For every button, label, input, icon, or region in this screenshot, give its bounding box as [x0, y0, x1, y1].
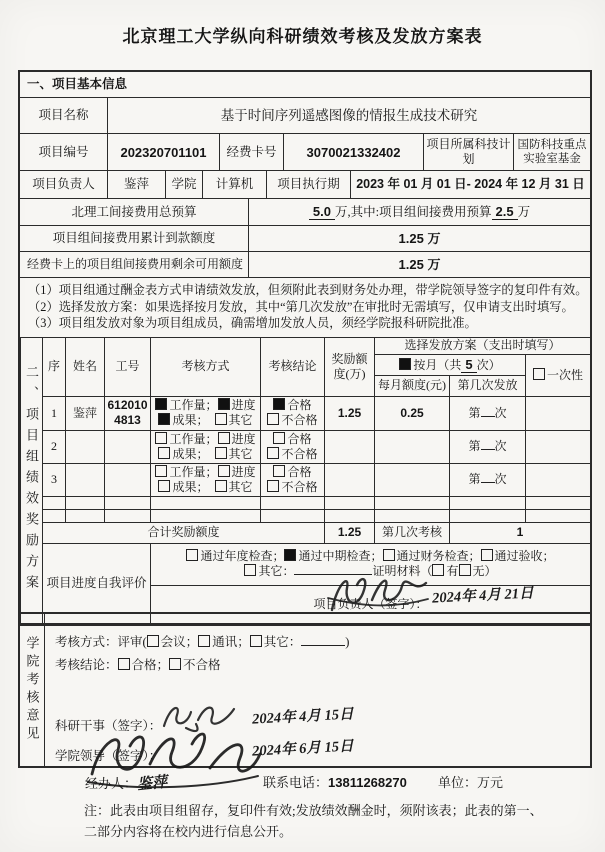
member2-seq: 2 — [43, 430, 66, 463]
acceptance-label: 通过验收； — [494, 549, 555, 563]
nth-post: 次 — [494, 439, 507, 453]
member3-nth — [450, 463, 526, 496]
member1-nth — [450, 396, 526, 430]
meeting-label: 会议； — [160, 635, 199, 649]
progress-checkbox-icon — [218, 432, 230, 444]
secretary-sign-label: 科研干事（签字）： — [55, 719, 162, 733]
pass-checkbox-icon — [273, 432, 285, 444]
monthly-header — [375, 354, 526, 375]
remain-row — [20, 251, 590, 277]
midterm-check-label: 通过中期检查； — [298, 549, 383, 563]
monthly-times-value: 5 — [461, 357, 476, 373]
cert-label: 证明材料（ — [372, 564, 433, 578]
section1-title: 一、项目基本信息 — [27, 77, 128, 91]
fail-checkbox-icon — [267, 413, 279, 425]
progress-label: 进度 — [231, 464, 256, 479]
budget-mid-text: 万,其中:项目组间接费用预算 — [334, 204, 492, 219]
phone-line — [263, 772, 407, 791]
member3-amount — [325, 463, 375, 496]
award-table — [20, 337, 591, 624]
operator-label: 经办人： — [85, 776, 138, 791]
sci-plan-value: 国防科技重点实验室基金 — [513, 134, 590, 170]
unit-label: 单位： — [438, 775, 478, 790]
cert-none-label: 无 — [472, 564, 485, 578]
member2-name — [66, 430, 105, 463]
operator-line — [85, 772, 167, 793]
comm-checkbox-icon — [198, 635, 210, 647]
member1-result — [261, 396, 325, 430]
annual-check-checkbox-icon — [186, 549, 198, 561]
member1-amount: 1.25 — [325, 396, 375, 430]
review-other-label: 其它： — [263, 635, 302, 649]
other-checkbox-icon — [215, 480, 227, 492]
col-result-header: 考核结论 — [261, 337, 325, 396]
member2-id — [105, 430, 151, 463]
workload-label: 工作量； — [169, 464, 218, 479]
member1-monthly: 0.25 — [375, 396, 450, 430]
dean-sign-date: 2024年 6月 15日 — [251, 738, 354, 760]
nth-check-label: 第几次考核 — [375, 522, 450, 543]
col-method-header: 考核方式 — [151, 337, 261, 396]
achieve-label: 成果； — [172, 413, 209, 427]
main-form-table — [18, 70, 592, 626]
other-checkbox-icon — [215, 447, 227, 459]
bottom-note: 注：此表由项目组留存，复印件有效;发放绩效酬金时，须附该表；此表的第一、二部分内容将在校内进行信息公开。 — [84, 803, 543, 839]
member2-method — [151, 430, 261, 463]
review-other-blank — [301, 635, 345, 646]
period-label: 项目执行期 — [266, 171, 350, 198]
note-1: （1）项目组通过酬金表方式申请绩效发放，但须附此表到财务处办理，带学院领导签字的复印件有效。 — [28, 283, 588, 297]
other-label: 其它 — [228, 413, 253, 427]
nth-pre: 第 — [468, 405, 481, 420]
col-name-header: 姓名 — [66, 337, 105, 396]
review-method-label: 考核方式：评审( — [55, 635, 147, 649]
empty-cell — [66, 496, 105, 509]
project-number-label: 项目编号 — [38, 144, 89, 159]
form-notes — [20, 277, 590, 337]
member1-name: 鉴萍 — [66, 396, 105, 430]
once-header — [526, 354, 591, 396]
fail-checkbox-icon — [267, 480, 279, 492]
member3-seq: 3 — [43, 463, 66, 496]
section1-header-row — [20, 72, 590, 97]
empty-cell — [151, 496, 261, 509]
period-value: 2023 年 01 月 01 日- 2024 年 12 月 31 日 — [350, 171, 590, 198]
nth-post: 次 — [494, 472, 507, 486]
budget-total-value: 5.0 — [309, 204, 335, 220]
leader-label: 项目负责人 — [32, 177, 95, 191]
unit-value: 万元 — [477, 775, 504, 790]
monthly-checkbox-icon — [399, 358, 411, 370]
meeting-checkbox-icon — [147, 635, 159, 647]
total-amount: 1.25 — [325, 522, 375, 543]
budget-label: 北理工间接费用总预算 — [71, 204, 197, 219]
progress-other-checkbox-icon — [244, 564, 256, 576]
monthly-pre-text: 按月（共 — [413, 357, 462, 372]
empty-cell — [325, 496, 375, 509]
fund-card-value: 3070021332402 — [283, 134, 423, 170]
nth-pay-header: 第几次发放 — [450, 375, 526, 396]
sci-plan-label: 项目所属科技计划 — [423, 134, 513, 170]
member3-method — [151, 463, 261, 496]
empty-cell — [450, 496, 526, 509]
cert-have-checkbox-icon — [432, 564, 444, 576]
col-id-header: 工号 — [105, 337, 151, 396]
monthly-post-text: 次） — [476, 357, 501, 372]
member2-result — [261, 430, 325, 463]
progress-checkbox-icon — [218, 398, 230, 410]
achieve-checkbox-icon — [158, 413, 170, 425]
midterm-check-checkbox-icon — [284, 549, 296, 561]
acceptance-checkbox-icon — [481, 549, 493, 561]
progress-label: 进度 — [231, 431, 256, 446]
empty-cell — [66, 509, 105, 522]
progress-label: 项目进度自我评价 — [43, 543, 151, 623]
achieve-checkbox-icon — [158, 447, 170, 459]
member2-once — [526, 430, 591, 463]
member3-id — [105, 463, 151, 496]
project-name-value: 基于时间序列遥感图像的情报生成技术研究 — [107, 98, 590, 133]
empty-cell — [43, 496, 66, 509]
member-row-1 — [21, 396, 591, 430]
secretary-sign-date: 2024年 4月 15日 — [251, 706, 354, 728]
month-amount-header: 每月额度(元) — [375, 375, 450, 396]
pass-label: 合格 — [287, 431, 312, 446]
budget-value — [248, 199, 590, 225]
member3-result — [261, 463, 325, 496]
unit-line — [438, 772, 503, 791]
nth-post: 次 — [494, 405, 507, 420]
fail-label: 不合格 — [281, 479, 318, 494]
review-fail-label: 不合格 — [183, 658, 221, 672]
budget-group-value: 2.5 — [492, 204, 518, 220]
workload-checkbox-icon — [155, 398, 167, 410]
workload-checkbox-icon — [155, 432, 167, 444]
budget-unit-text: 万 — [517, 204, 531, 219]
member1-method — [151, 396, 261, 430]
review-pass-checkbox-icon — [118, 658, 130, 670]
workload-label: 工作量； — [169, 431, 218, 446]
review-pass-label: 合格； — [131, 658, 170, 672]
project-number-row — [20, 133, 590, 170]
leader-sign-label: 项目负责人（签字）： — [313, 596, 428, 611]
review-fail-checkbox-icon — [169, 658, 181, 670]
once-label: 一次性 — [546, 367, 583, 382]
note-2: （2）选择发放方案：如果选择按月发放，其中“第几次发放”在审批时无需填写，仅申请支出时填写。 — [28, 299, 574, 314]
remain-label: 经费卡上的项目组间接费用剩余可用额度 — [27, 257, 244, 271]
college-label: 学院 — [165, 171, 202, 198]
cert-close: ） — [484, 564, 497, 578]
leader-sign-date: 2024年 4月 21日 — [431, 585, 534, 607]
nth-blank — [481, 472, 495, 483]
project-name-row — [20, 97, 590, 133]
college-review-side-cell — [20, 614, 45, 766]
progress-other-blank — [294, 564, 372, 575]
fail-checkbox-icon — [267, 447, 279, 459]
member3-monthly — [375, 463, 450, 496]
budget-row — [20, 198, 590, 225]
pass-label: 合格 — [287, 464, 312, 479]
cert-none-checkbox-icon — [459, 564, 471, 576]
arrived-value: 1.25 万 — [248, 226, 590, 251]
leader-row — [20, 170, 590, 198]
member2-amount — [325, 430, 375, 463]
nth-pre: 第 — [468, 472, 481, 486]
comm-label: 通讯； — [212, 635, 250, 649]
college-review-side-label: 学院考核意见 — [24, 636, 40, 744]
empty-cell — [261, 496, 325, 509]
empty-cell — [375, 496, 450, 509]
phone-label: 联系电话： — [263, 775, 329, 790]
empty-cell — [526, 509, 591, 522]
fund-card-label: 经费卡号 — [219, 134, 283, 170]
college-value: 计算机 — [202, 171, 266, 198]
arrived-label: 项目组间接费用累计到款额度 — [52, 231, 216, 245]
col-seq-header: 序 — [43, 337, 66, 396]
project-name-label: 项目名称 — [38, 108, 89, 122]
leader-value: 鉴萍 — [107, 171, 165, 198]
review-method-line — [55, 632, 349, 650]
nth-check-value: 1 — [450, 522, 591, 543]
progress-label: 进度 — [231, 398, 256, 412]
arrived-row — [20, 225, 590, 251]
fail-label: 不合格 — [281, 413, 318, 427]
workload-label: 工作量； — [169, 398, 218, 412]
empty-cell — [450, 509, 526, 522]
once-checkbox-icon — [533, 368, 545, 380]
total-label: 合计奖励额度 — [43, 522, 325, 543]
note-3: （3）项目组发放对象为项目组成员，确需增加发放人员，须经学院报科研院批准。 — [28, 316, 477, 330]
empty-row-1 — [21, 496, 591, 509]
progress-row — [21, 543, 591, 585]
member3-name — [66, 463, 105, 496]
total-row — [21, 522, 591, 543]
empty-cell — [325, 509, 375, 522]
dean-sign-line — [55, 746, 161, 764]
nth-blank — [481, 406, 495, 417]
pass-label: 合格 — [287, 398, 312, 412]
progress-checks — [151, 543, 591, 585]
review-other-checkbox-icon — [250, 635, 262, 647]
review-result-label: 考核结论： — [55, 658, 118, 672]
remain-value: 1.25 万 — [248, 252, 590, 277]
empty-cell — [105, 509, 151, 522]
empty-row-2 — [21, 509, 591, 522]
member2-nth — [450, 430, 526, 463]
member1-seq: 1 — [43, 396, 66, 430]
form-title: 北京理工大学纵向科研绩效考核及发放方案表 — [122, 27, 483, 46]
achieve-checkbox-icon — [158, 480, 170, 492]
finance-check-checkbox-icon — [383, 549, 395, 561]
fail-label: 不合格 — [281, 446, 318, 461]
review-method-close: ) — [345, 635, 350, 649]
member3-once — [526, 463, 591, 496]
workload-checkbox-icon — [155, 465, 167, 477]
empty-cell — [526, 496, 591, 509]
finance-check-label: 通过财务检查； — [396, 549, 481, 563]
dean-sign-label: 学院领导（签字）： — [55, 749, 162, 763]
member-row-2 — [21, 430, 591, 463]
member1-id: 6120104813 — [105, 396, 151, 430]
empty-cell — [105, 496, 151, 509]
col-amount-header: 奖励额度(万) — [325, 337, 375, 396]
other-label: 其它 — [228, 446, 253, 461]
empty-cell — [375, 509, 450, 522]
nth-pre: 第 — [468, 439, 481, 453]
member2-monthly — [375, 430, 450, 463]
empty-cell — [151, 509, 261, 522]
secretary-sign-line — [55, 716, 161, 734]
member-row-3 — [21, 463, 591, 496]
progress-other-label: 其它： — [258, 564, 295, 578]
empty-cell — [43, 509, 66, 522]
section2-side-label-cell — [21, 337, 43, 623]
empty-cell — [261, 509, 325, 522]
nth-blank — [481, 439, 495, 450]
progress-checkbox-icon — [218, 465, 230, 477]
pass-checkbox-icon — [273, 465, 285, 477]
operator-signature-name: 鉴萍 — [136, 774, 168, 794]
member1-once — [526, 396, 591, 430]
cert-have-label: 有 — [446, 564, 459, 578]
review-result-line — [55, 655, 221, 673]
annual-check-label: 通过年度检查； — [200, 549, 285, 563]
phone-value: 13811268270 — [328, 775, 407, 790]
project-number-value: 202320701101 — [107, 134, 219, 170]
section2-side-label: 二、项目组绩效奖励方案 — [24, 364, 39, 596]
other-label: 其它 — [228, 479, 253, 494]
plan-header: 选择发放方案（支出时填写） — [375, 337, 591, 354]
pass-checkbox-icon — [273, 398, 285, 410]
other-checkbox-icon — [215, 413, 227, 425]
achieve-label: 成果； — [172, 479, 209, 494]
achieve-label: 成果； — [172, 446, 209, 461]
